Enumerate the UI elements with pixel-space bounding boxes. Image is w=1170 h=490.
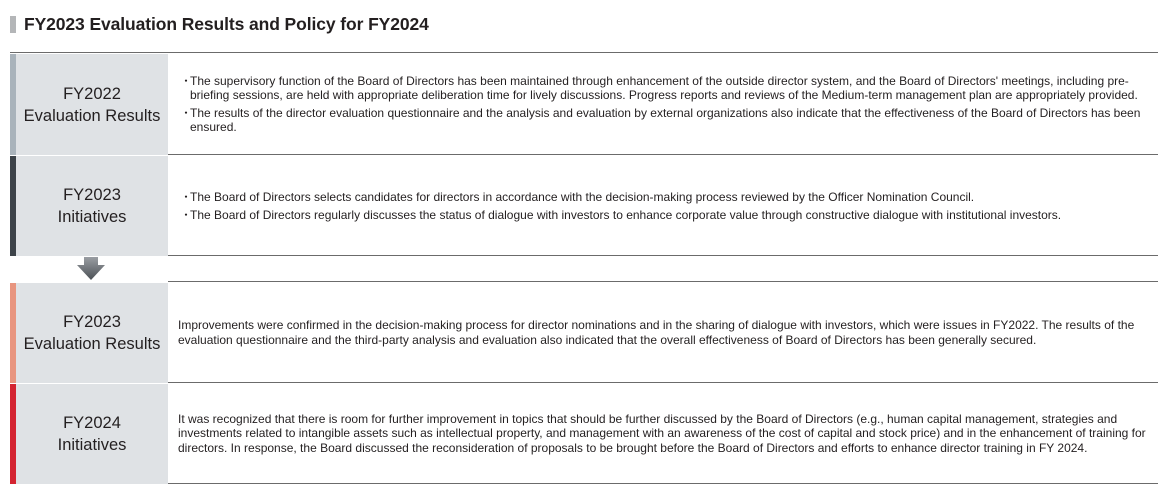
bullet-text: The supervisory function of the Board of Directors has been maintained through enhancement of the outside director system, and the Board of Directors' meetings, including pre-briefing sessions, are held with appropriate deliberation time for lively discussions. Progress reports and reviews of the Medium-term management plan are appropriately provided. bbox=[190, 74, 1138, 102]
row-label-title: Evaluation Results bbox=[23, 106, 161, 125]
row-label-year: FY2023 bbox=[63, 186, 121, 204]
bullet-text: The Board of Directors regularly discusses the status of dialogue with investors to enhance corporate value through constructive dialogue with institutional investors. bbox=[190, 207, 1062, 222]
row-label bbox=[10, 283, 168, 383]
row-label-title: Initiatives bbox=[57, 208, 127, 226]
row-label-year: FY2024 bbox=[63, 414, 121, 432]
row-content bbox=[168, 54, 1158, 155]
row-label bbox=[10, 156, 168, 256]
bullet-item bbox=[168, 208, 1158, 222]
row-content bbox=[168, 384, 1158, 484]
row-content bbox=[168, 156, 1158, 256]
top-divider bbox=[10, 52, 1158, 53]
transition-band bbox=[168, 256, 1158, 282]
bullet-item bbox=[168, 74, 1158, 102]
row-paragraph: It was recognized that there is room for further improvement in topics that should be further discussed by the Board of Directors (e.g., human capital management, strategies and investments related to intangible assets such as intellectual property, and management with an awareness of the cost of capital and stock price) and in the enhancement of training for directors. In response, the Board discussed the reconsideration of proposals to be brought before the Board of Directors and efforts to enhance director training in FY 2024. bbox=[178, 411, 1146, 455]
bullet-text: The Board of Directors selects candidates for directors in accordance with the decision-making process reviewed by the Officer Nomination Council. bbox=[190, 189, 975, 204]
row-content bbox=[168, 283, 1158, 383]
row-label bbox=[10, 384, 168, 484]
bullet-mark: ・ bbox=[180, 106, 193, 120]
row-label-title: Evaluation Results bbox=[23, 335, 161, 353]
row-fy2023-evaluation bbox=[10, 283, 1158, 383]
bullet-mark: ・ bbox=[180, 74, 193, 88]
bullet-item bbox=[168, 190, 1158, 204]
down-arrow-icon bbox=[75, 257, 107, 281]
bullet-mark: ・ bbox=[180, 189, 193, 204]
row-label-year: FY2023 bbox=[63, 313, 121, 331]
row-fy2022-evaluation bbox=[10, 54, 1158, 155]
row-label-title: Initiatives bbox=[57, 436, 127, 454]
page-title: FY2023 Evaluation Results and Policy for FY2024 bbox=[24, 13, 429, 34]
row-paragraph: Improvements were confirmed in the decision-making process for director nominations and in the sharing of dialogue with investors, which were issues in FY2022. The results of the evaluation questionnaire and the third-party analysis and evaluation also indicated that the overall effectiveness of Board of Directors has been generally secured. bbox=[178, 318, 1135, 347]
row-label bbox=[10, 54, 168, 155]
row-fy2023-initiatives bbox=[10, 156, 1158, 256]
row-label-year: FY2022 bbox=[63, 84, 121, 103]
heading-marker bbox=[10, 16, 16, 33]
row-fy2024-initiatives bbox=[10, 384, 1158, 484]
bullet-text: The results of the director evaluation questionnaire and the analysis and evaluation by external organizations also indicate that the effectiveness of the Board of Directors has been ensured. bbox=[190, 106, 1141, 134]
bullet-item bbox=[168, 106, 1158, 134]
section-heading bbox=[10, 12, 429, 36]
bullet-mark: ・ bbox=[180, 207, 193, 222]
